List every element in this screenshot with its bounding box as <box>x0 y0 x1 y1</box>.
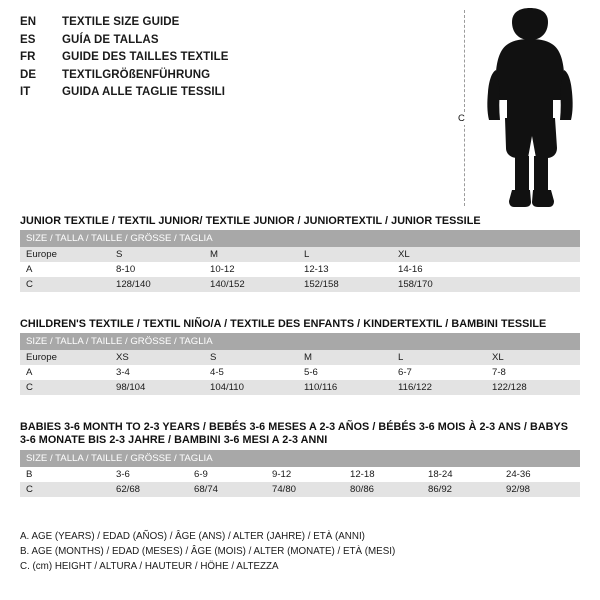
section-junior <box>20 215 580 292</box>
language-row-fr <box>20 49 320 67</box>
language-row-es <box>20 32 320 50</box>
cell-value: 128/140 <box>110 277 204 292</box>
cell-value: 3-4 <box>110 365 204 380</box>
cell-value: 92/98 <box>500 482 580 497</box>
cell-value: 158/170 <box>392 277 486 292</box>
section-title-children: CHILDREN'S TEXTILE / TEXTIL NIÑO/A / TEXTILE DES ENFANTS / KINDERTEXTIL / BAMBINI TESSILE <box>20 318 547 330</box>
cell-value: 86/92 <box>422 482 500 497</box>
cell-value: 74/80 <box>266 482 344 497</box>
table-header-babies <box>20 450 580 467</box>
table-junior <box>20 230 580 292</box>
language-code-it: IT <box>20 86 31 98</box>
cell-value: 7-8 <box>486 365 580 380</box>
header-label-children: SIZE / TALLA / TAILLE / GRÖSSE / TAGLIA <box>20 333 580 350</box>
column-header-xl: XL <box>392 247 486 262</box>
section-title-junior: JUNIOR TEXTILE / TEXTIL JUNIOR/ TEXTILE JUNIOR / JUNIORTEXTIL / JUNIOR TESSILE <box>20 215 481 227</box>
cell-value: 62/68 <box>110 482 188 497</box>
table-row <box>20 262 580 277</box>
language-title-en: TEXTILE SIZE GUIDE <box>62 16 180 28</box>
language-header <box>20 14 320 102</box>
cell-value: 110/116 <box>298 380 392 395</box>
column-header-europe: Europe <box>20 247 110 262</box>
section-children <box>20 318 580 395</box>
table-row <box>20 380 580 395</box>
cell-value: 14-16 <box>392 262 486 277</box>
language-row-de <box>20 67 320 85</box>
row-label-c: C <box>20 277 110 292</box>
cell-value: 6-9 <box>188 467 266 482</box>
cell-value: 104/110 <box>204 380 298 395</box>
cell-value: 122/128 <box>486 380 580 395</box>
cell-value: 68/74 <box>188 482 266 497</box>
table-header-junior <box>20 230 580 247</box>
column-header-l: L <box>298 247 392 262</box>
table-row <box>20 467 580 482</box>
table-children <box>20 333 580 395</box>
column-header-xl: XL <box>486 350 580 365</box>
row-label-a: A <box>20 365 110 380</box>
cell-value: 4-5 <box>204 365 298 380</box>
table-row <box>20 482 580 497</box>
language-code-fr: FR <box>20 51 36 63</box>
cell-value: 24-36 <box>500 467 580 482</box>
header-label-junior: SIZE / TALLA / TAILLE / GRÖSSE / TAGLIA <box>20 230 580 247</box>
language-title-es: GUÍA DE TALLAS <box>62 33 159 46</box>
cell-value: 6-7 <box>392 365 486 380</box>
column-header-l: L <box>392 350 486 365</box>
row-label-a: A <box>20 262 110 277</box>
language-code-en: EN <box>20 16 37 28</box>
cell-value: 8-10 <box>110 262 204 277</box>
section-babies <box>20 421 580 497</box>
language-title-de: TEXTILGRÖßENFÜHRUNG <box>62 68 211 81</box>
language-code-de: DE <box>20 68 37 81</box>
cell-value: 12-18 <box>344 467 422 482</box>
table-header-children <box>20 333 580 350</box>
cell-value: 152/158 <box>298 277 392 292</box>
language-code-es: ES <box>20 33 36 46</box>
column-header-s: S <box>110 247 204 262</box>
measurement-label-c: C <box>458 113 465 124</box>
cell-value: 98/104 <box>110 380 204 395</box>
cell-value: 116/122 <box>392 380 486 395</box>
legend-line-b: B. AGE (MONTHS) / EDAD (MESES) / ÂGE (MOIS) / ALTER (MONATE) / ETÀ (MESI) <box>20 546 396 557</box>
section-title-babies: BABIES 3-6 MONTH TO 2-3 YEARS / BEBÉS 3-6 MESES A 2-3 AÑOS / BÉBÉS 3-6 MOIS À 2-3 ANS / BABYS 3-6 MONATE BIS 2-3 JAHRE / BAMBINI 3-6 MESI A 2-3 ANNI <box>20 421 569 446</box>
cell-value: 10-12 <box>204 262 298 277</box>
column-header-europe: Europe <box>20 350 110 365</box>
language-row-it <box>20 84 320 102</box>
table-row <box>20 350 580 365</box>
cell-value: 9-12 <box>266 467 344 482</box>
legend-line-c: C. (cm) HEIGHT / ALTURA / HAUTEUR / HÖHE / ALTEZZA <box>20 561 279 572</box>
table-row <box>20 247 580 262</box>
language-row-en <box>20 14 320 32</box>
table-row <box>20 365 580 380</box>
header-label-babies: SIZE / TALLA / TAILLE / GRÖSSE / TAGLIA <box>20 450 580 467</box>
column-header-m: M <box>298 350 392 365</box>
cell-value: 12-13 <box>298 262 392 277</box>
table-babies <box>20 450 580 497</box>
toddler-silhouette-icon <box>474 8 590 208</box>
table-row <box>20 277 580 292</box>
measurement-guide-line <box>464 10 465 206</box>
cell-value: 3-6 <box>110 467 188 482</box>
column-header-m: M <box>204 247 298 262</box>
cell-value: 140/152 <box>204 277 298 292</box>
row-label-c: C <box>20 482 110 497</box>
legend-line-a: A. AGE (YEARS) / EDAD (AÑOS) / ÂGE (ANS) / ALTER (JAHRE) / ETÀ (ANNI) <box>20 531 365 542</box>
cell-value: 80/86 <box>344 482 422 497</box>
language-title-fr: GUIDE DES TAILLES TEXTILE <box>62 51 229 63</box>
height-measurement-figure <box>440 8 590 208</box>
legend <box>20 529 580 574</box>
column-header-s: S <box>204 350 298 365</box>
language-title-it: GUIDA ALLE TAGLIE TESSILI <box>62 86 226 98</box>
column-header-xs: XS <box>110 350 204 365</box>
cell-value: 18-24 <box>422 467 500 482</box>
row-label-b: B <box>20 467 110 482</box>
row-label-c: C <box>20 380 110 395</box>
cell-value: 5-6 <box>298 365 392 380</box>
